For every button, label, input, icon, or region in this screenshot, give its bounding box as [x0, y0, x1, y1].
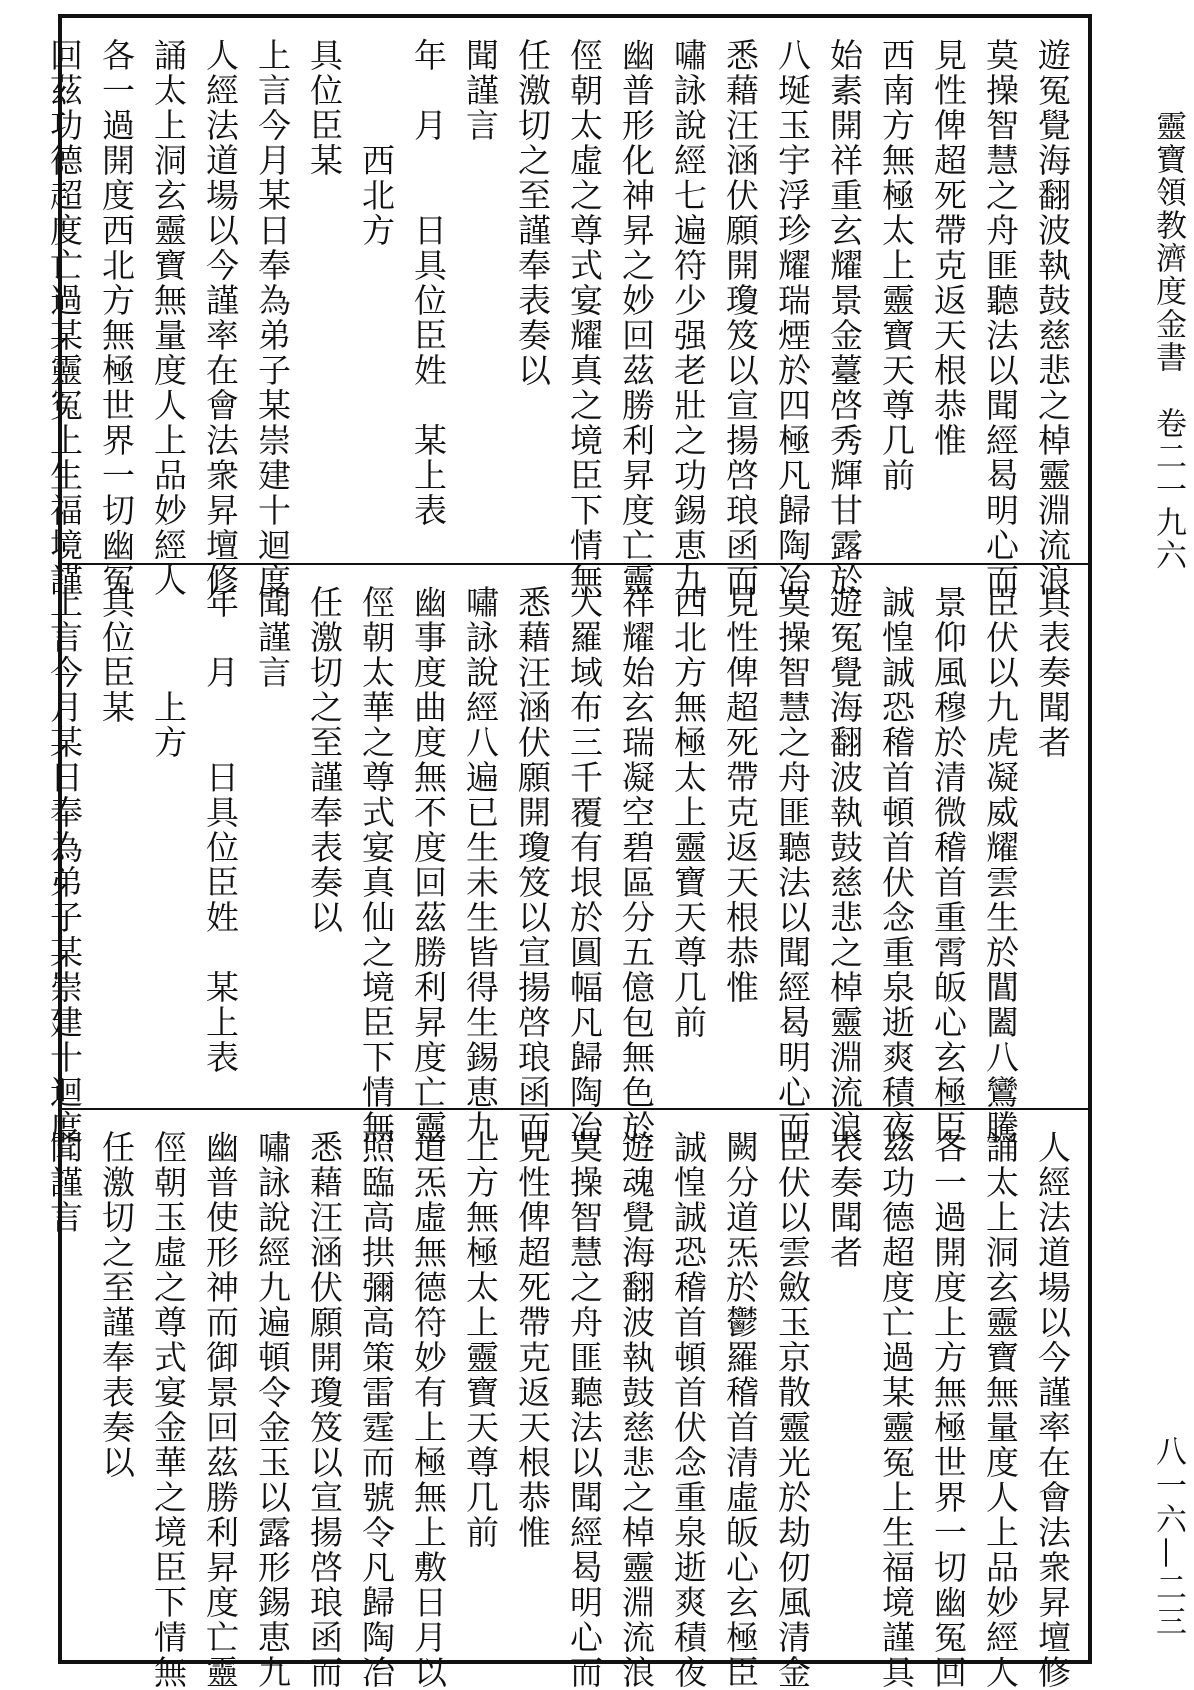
text-column: 上方: [149, 585, 188, 760]
text-column: 表奏聞者: [825, 1130, 864, 1270]
text-column: 誠惶誠恐稽首頓首伏念重泉逝爽積夜: [877, 585, 916, 1145]
text-column: 任激切之至謹奉表奏以: [513, 38, 552, 388]
text-column: 聞謹言: [253, 585, 292, 690]
text-column: 誠惶誠恐稽首頓首伏念重泉逝爽積夜: [669, 1130, 708, 1690]
text-column: 照臨高拱彌高策雷霆而號令凡歸陶冶: [357, 1130, 396, 1690]
page-frame: [45, 14, 1092, 1690]
text-column: 俓朝太華之尊式宴真仙之境臣下情無: [357, 585, 396, 1145]
text-column: 見性俾超死帶克返天根恭惟: [513, 1130, 552, 1550]
text-column: 誦太上洞玄靈寶無量度人上品妙經人: [981, 1130, 1020, 1690]
text-column: 見性俾超死帶克返天根恭惟: [929, 38, 968, 458]
text-column: 上言今月某日奉為弟子某崇建十迴度: [45, 585, 84, 1145]
text-panel-bottom: [45, 1108, 1088, 1690]
text-column: 西北方無極太上靈寶天尊几前: [669, 585, 708, 1040]
text-column: 道炁虛無德符妙有上極無上敷日月以: [409, 1130, 448, 1690]
text-column: 始素開祥重玄耀景金薹啓秀輝甘露於: [825, 38, 864, 598]
text-column: 上言今月某日奉為弟子某崇建十迴度: [253, 38, 292, 598]
text-column: 誦太上洞玄靈寶無量度人上品妙經人: [149, 38, 188, 598]
text-column: 幽普形化神昇之妙回茲勝利昇度亡靈: [617, 38, 656, 598]
text-column: 嘯詠說經七遍符少强老壯之功錫恵九: [669, 38, 708, 598]
text-column: 人經法道場以今謹率在會法衆昇壇修: [1033, 1130, 1072, 1690]
text-column: 幽事度曲度無不度回茲勝利昇度亡靈: [409, 585, 448, 1145]
text-column: 各一過開度西北方無極世界一切幽冤: [97, 38, 136, 598]
text-column: 具位臣某: [305, 38, 344, 178]
text-column: 幽普使形神而御景回茲勝利昇度亡靈: [201, 1130, 240, 1690]
text-column: 遊冤覺海翻波執鼓慈悲之棹靈淵流浪: [1033, 38, 1072, 598]
text-column: 臣伏以九虎凝威耀雲生於閶闔八鸞騰: [981, 585, 1020, 1145]
text-column: 俓朝玉虛之尊式宴金華之境臣下情無: [149, 1130, 188, 1690]
text-column: 悉藉汪涵伏願開瓊笈以宣揚啓琅函而: [305, 1130, 344, 1690]
text-column: 上方無極太上靈寶天尊几前: [461, 1130, 500, 1550]
text-column: 悉藉汪涵伏願開瓊笈以宣揚啓琅函而: [721, 38, 760, 598]
text-column: 任激切之至謹奉表奏以: [97, 1130, 136, 1480]
text-column: 莫操智慧之舟匪聽法以聞經曷明心而: [773, 585, 812, 1145]
text-column: 大羅域布三千覆有垠於圓幅凡歸陶冶: [565, 585, 604, 1145]
book-title-margin: 靈寶領教濟度金書 卷二一九六: [1150, 110, 1186, 572]
page-number-margin: 八一六—二三: [1150, 1435, 1186, 1639]
text-column: 莫操智慧之舟匪聽法以聞經曷明心而: [981, 38, 1020, 598]
text-column: 景仰風穆於清微稽首重霄皈心玄極臣: [929, 585, 968, 1145]
text-column: 八埏玉宇浮珍耀瑞煙於四極凡歸陶冶: [773, 38, 812, 598]
text-column: 嘯詠說經八遍已生未生皆得生錫恵九: [461, 585, 500, 1145]
text-column: 聞謹言: [45, 1130, 84, 1235]
text-column: 各一過開度上方無極世界一切幽冤回: [929, 1130, 968, 1690]
text-column: 見性俾超死帶克返天根恭惟: [721, 585, 760, 1005]
text-column: 西北方: [357, 38, 396, 248]
text-column: 茲功德超度亡過某靈冤上生福境謹具: [877, 1130, 916, 1690]
text-column: 具位臣某: [97, 585, 136, 725]
text-column: 人經法道場以今謹率在會法衆昇壇修: [201, 38, 240, 598]
text-column: 年 月 日具位臣姓 某上表: [201, 585, 240, 1075]
text-column: 遊冤覺海翻波執鼓慈悲之棹靈淵流浪: [825, 585, 864, 1145]
text-column: 悉藉汪涵伏願開瓊笈以宣揚啓琅函而: [513, 585, 552, 1145]
text-column: 回茲功德超度亡過某靈冤上生福境謹: [45, 38, 84, 598]
text-column: 西南方無極太上靈寶天尊几前: [877, 38, 916, 493]
text-column: 年 月 日具位臣姓 某上表: [409, 38, 448, 528]
text-column: 莫操智慧之舟匪聽法以聞經曷明心而: [565, 1130, 604, 1690]
text-panel-middle: [45, 563, 1088, 1145]
text-column: 臣伏以雲斂玉京散靈光於劫仞風清金: [773, 1130, 812, 1690]
text-column: 闕分道炁於鬱羅稽首清虛皈心玄極臣: [721, 1130, 760, 1690]
text-column: 聞謹言: [461, 38, 500, 143]
text-column: 嘯詠說經九遍頓令金玉以露形錫恵九: [253, 1130, 292, 1690]
text-panel-top: [45, 18, 1088, 598]
text-column: 具表奏聞者: [1033, 585, 1072, 760]
text-column: 遊魂覺海翻波執鼓慈悲之棹靈淵流浪: [617, 1130, 656, 1690]
text-column: 祥耀始玄瑞凝空碧區分五億包無色於: [617, 585, 656, 1145]
text-column: 俓朝太虛之尊式宴耀真之境臣下情無: [565, 38, 604, 598]
text-column: 任激切之至謹奉表奏以: [305, 585, 344, 935]
